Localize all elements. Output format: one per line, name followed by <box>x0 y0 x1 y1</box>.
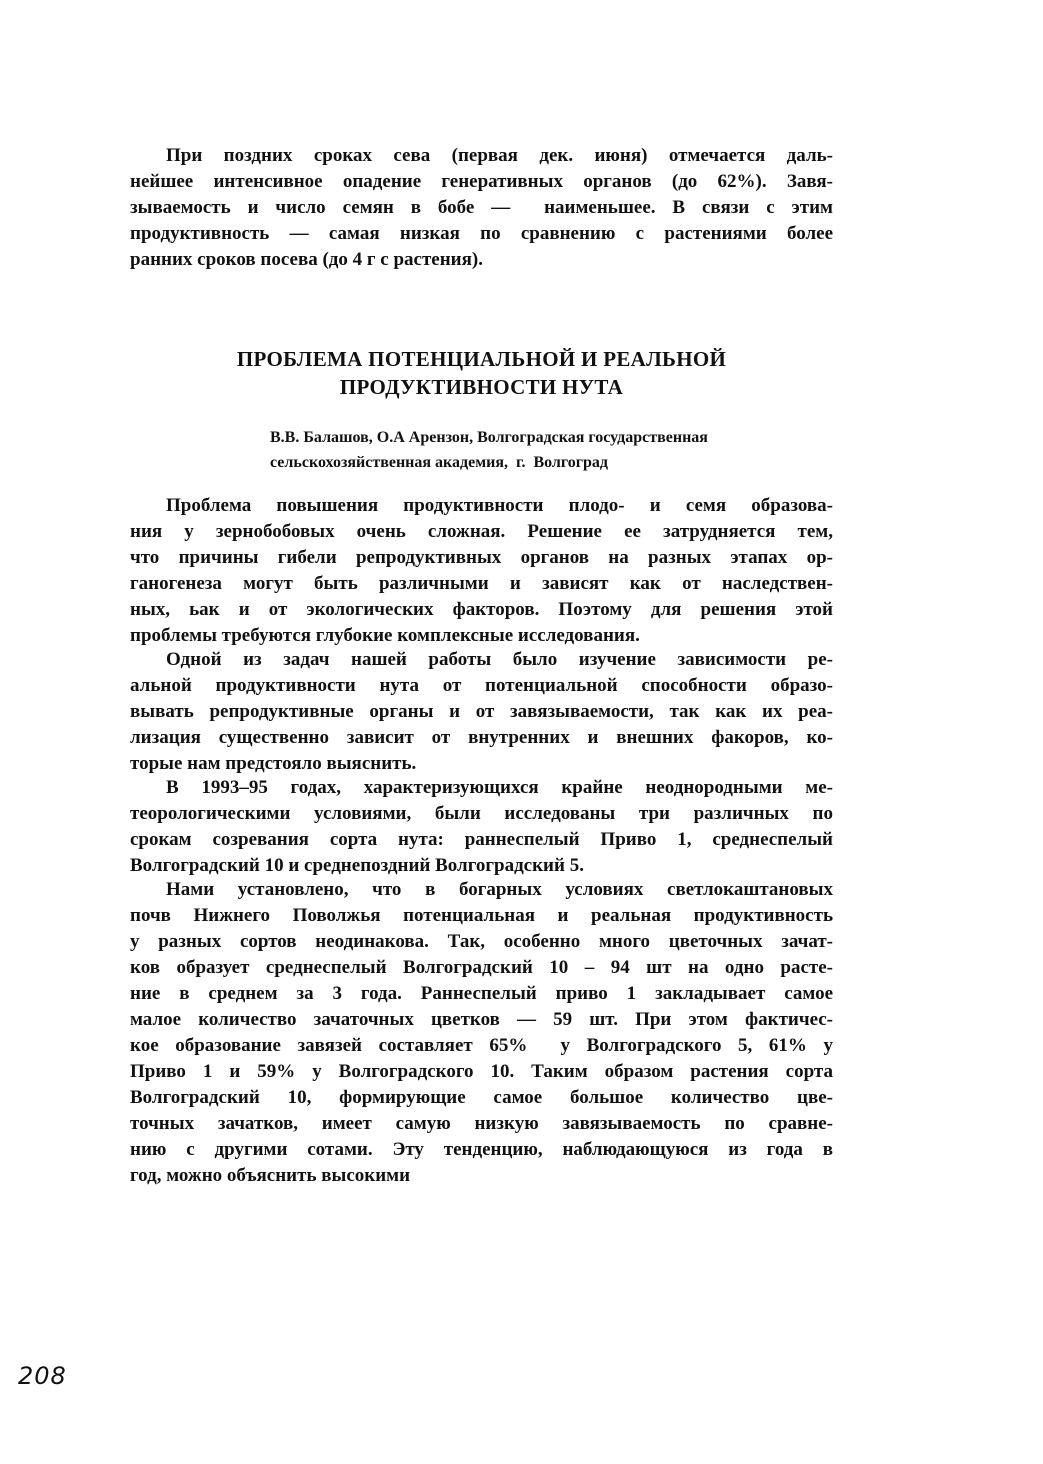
paragraph-line: ков образует среднеспелый Волгоградский 10 – 94 шт на одно расте- <box>130 957 833 978</box>
paragraph-line: ние в среднем за 3 года. Раннеспелый приво 1 закладывает самое <box>130 983 833 1004</box>
paragraph-line: у разных сортов неодинакова. Так, особенно много цветочных зачат- <box>130 931 833 952</box>
paragraph-line: точных зачатков, имеет самую низкую завязываемость по сравне- <box>130 1113 833 1134</box>
paragraph-line: срокам созревания сорта нута: раннеспелый Приво 1, среднеспелый <box>130 829 833 850</box>
paragraph-line: Нами установлено, что в богарных условиях светлокаштановых <box>166 879 833 900</box>
paragraph-line: что причины гибели репродуктивных органов на разных этапах ор- <box>130 547 833 568</box>
paragraph-line: год, можно объяснить высокими <box>130 1165 411 1186</box>
paragraph-line: Проблема повышения продуктивности плодо- и семя образова- <box>166 495 833 516</box>
paragraph-line: нию с другими сотами. Эту тенденцию, наблюдающуюся из года в <box>130 1139 833 1160</box>
author-affiliation-line: сельскохозяйственная академия, г. Волгоград <box>270 454 609 471</box>
paragraph-line: Одной из задач нашей работы было изучение зависимости ре- <box>166 649 833 670</box>
intro-line: ранних сроков посева (до 4 г с растения). <box>130 249 483 270</box>
paragraph-line: проблемы требуются глубокие комплексные исследования. <box>130 625 640 646</box>
intro-line: продуктивность — самая низкая по сравнению с растениями более <box>130 223 833 244</box>
paragraph-line: Приво 1 и 59% у Волгоградского 10. Таким образом растения сорта <box>130 1061 833 1082</box>
paragraph-line: малое количество зачаточных цветков — 59 шт. При этом фактичес- <box>130 1009 833 1030</box>
paragraph-line: вывать репродуктивные органы и от завязываемости, так как их реа- <box>130 701 833 722</box>
intro-line: При поздних сроках сева (первая дек. июня) отмечается даль- <box>166 145 833 166</box>
paragraph-line: кое образование завязей составляет 65% у Волгоградского 5, 61% у <box>130 1035 833 1056</box>
paragraph-line: торые нам предстояло выяснить. <box>130 753 417 774</box>
paragraph-line: альной продуктивности нута от потенциальной способности образо- <box>130 675 833 696</box>
paragraph-line: почв Нижнего Поволжья потенциальная и реальная продуктивность <box>130 905 833 926</box>
author-line: В.В. Балашов, О.А Арензон, Волгоградская государственная <box>270 429 708 446</box>
article-title-line: ПРОБЛЕМА ПОТЕНЦИАЛЬНОЙ И РЕАЛЬНОЙ <box>236 347 727 371</box>
page-number: 208 <box>18 1362 67 1390</box>
paragraph-line: ганогенеза могут быть различными и зависят как от наследствен- <box>130 573 833 594</box>
paragraph-line: Волгоградский 10, формирующие самое большое количество цве- <box>130 1087 833 1108</box>
paragraph-line: теорологическими условиями, были исследованы три различных по <box>130 803 833 824</box>
article-title-line: ПРОДУКТИВНОСТИ НУТА <box>339 375 624 399</box>
paragraph-line: ния у зернобобовых очень сложная. Решение ее затрудняется тем, <box>130 521 833 542</box>
paragraph-line: В 1993–95 годах, характеризующихся крайне неоднородными ме- <box>166 777 833 798</box>
intro-line: зываемость и число семян в бобе — наименьшее. В связи с этим <box>130 197 833 218</box>
paragraph-line: ных, ьак и от экологических факторов. Поэтому для решения этой <box>130 599 833 620</box>
paragraph-line: Волгоградский 10 и среднепоздний Волгоградский 5. <box>130 855 584 876</box>
paragraph-line: лизация существенно зависит от внутренних и внешних факоров, ко- <box>130 727 833 748</box>
intro-line: нейшее интенсивное опадение генеративных органов (до 62%). Завя- <box>130 171 833 192</box>
